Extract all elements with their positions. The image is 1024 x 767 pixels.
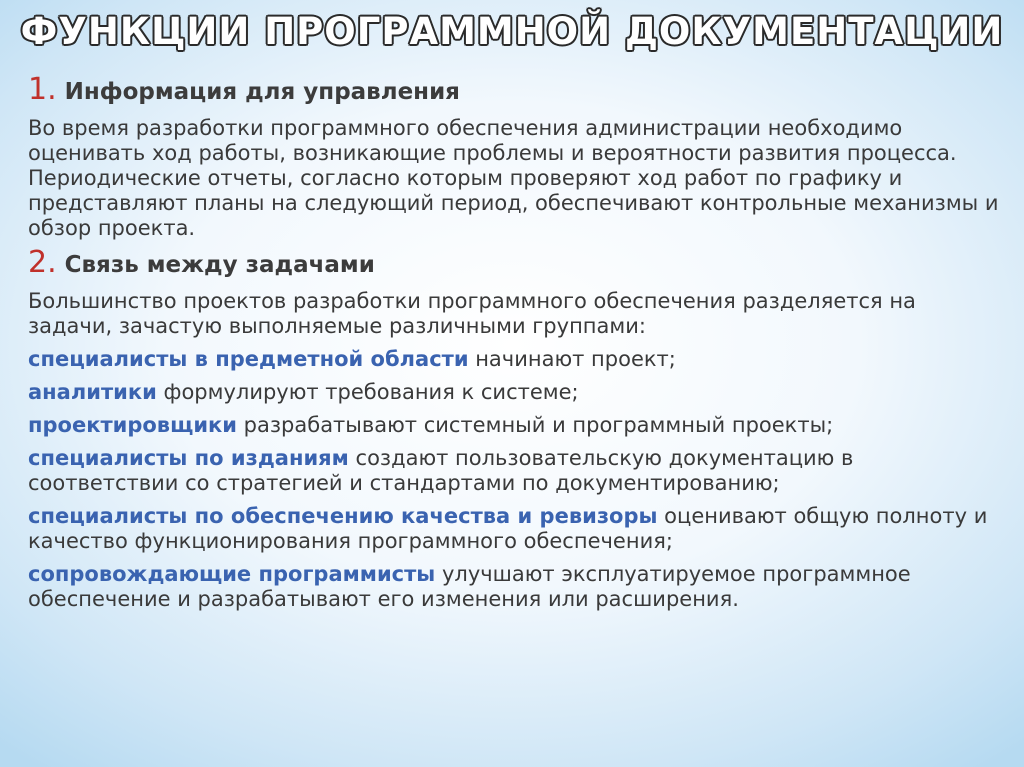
list-item	[28, 380, 1003, 405]
role-term: проектировщики	[28, 413, 237, 437]
slide-title: ФУНКЦИИ ПРОГРАММНОЙ ДОКУМЕНТАЦИИ	[20, 10, 1004, 53]
role-description: создают пользовательскую документацию в соответствии со стратегией и стандартами по документированию;	[28, 446, 854, 495]
section-2-heading-text: Связь между задачами	[64, 252, 375, 278]
role-term: сопровождающие программисты	[28, 562, 436, 586]
role-description: начинают проект;	[468, 347, 676, 371]
section-2-number: 2.	[28, 245, 57, 280]
list-item	[28, 413, 1003, 438]
section-2-intro: Большинство проектов разработки программного обеспечения разделяется на задачи, зачастую выполняемые различными группами:	[28, 289, 916, 338]
slide-content	[28, 72, 1003, 612]
role-description: улучшают эксплуатируемое программное обеспечение и разрабатывают его изменения или расширения.	[28, 562, 911, 611]
section-1-heading	[28, 72, 1003, 110]
role-term: аналитики	[28, 380, 157, 404]
role-description: оценивают общую полноту и качество функционирования программного обеспечения;	[28, 504, 988, 553]
section-1-number: 1.	[28, 72, 57, 107]
section-1-heading-text: Информация для управления	[64, 79, 460, 105]
list-item	[28, 562, 1003, 612]
section-2-heading	[28, 245, 1003, 283]
role-term: специалисты по изданиям	[28, 446, 349, 470]
list-item	[28, 347, 1003, 372]
role-term: специалисты по обеспечению качества и ревизоры	[28, 504, 658, 528]
list-item	[28, 504, 1003, 554]
role-description: разрабатывают системный и программный проекты;	[237, 413, 834, 437]
role-term: специалисты в предметной области	[28, 347, 469, 371]
list-item	[28, 446, 1003, 496]
section-1-paragraph: Во время разработки программного обеспечения администрации необходимо оценивать ход работы, возникающие проблемы и вероятности развития процесса. Периодические отчеты, согласно которым проверяют ход работ по графику и представляют планы на следующий период, обеспечивают контрольные механизмы и обзор проекта.	[28, 116, 999, 240]
role-description: формулируют требования к системе;	[156, 380, 579, 404]
